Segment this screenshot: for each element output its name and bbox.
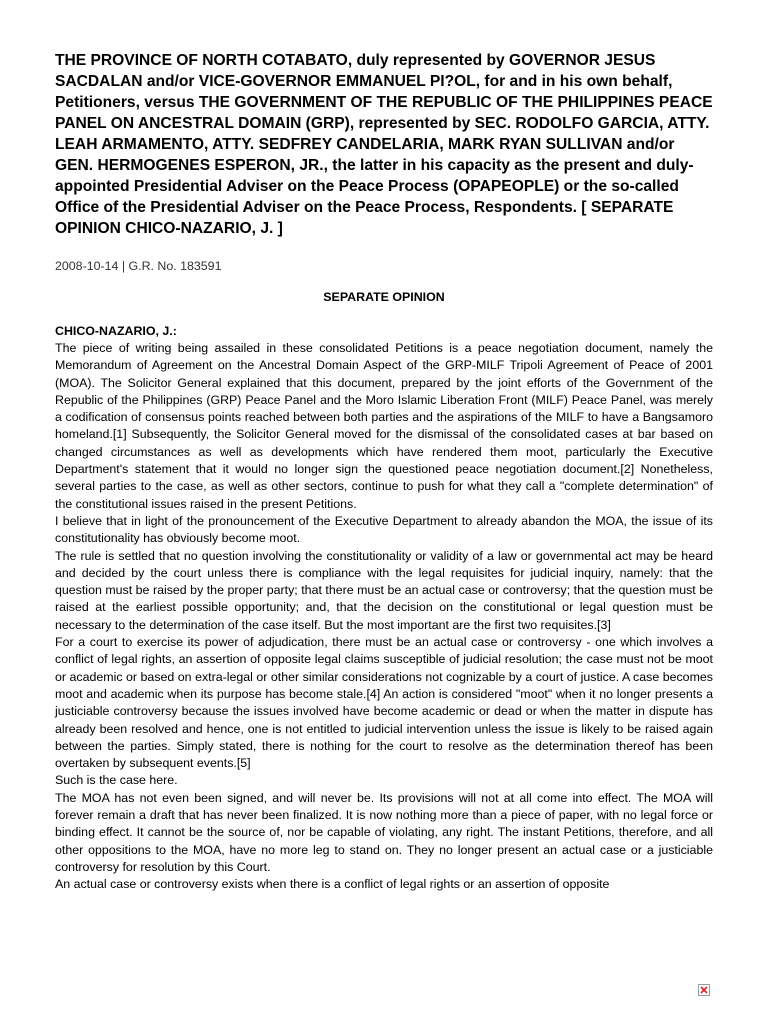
paragraph: The rule is settled that no question involving the constitutionality or validity of a law or governmental act may be heard and decided by the court unless there is compliance with the legal requisites for judicial inquiry, namely: that the question must be raised by the proper party; that there must be an actual case or controversy; that the question must be raised at the earliest possible opportunity; and, that the decision on the constitutional or legal question must be necessary to the determination of the case itself. But the most important are the first two requisites.[3] [55,548,713,632]
paragraph: The piece of writing being assailed in these consolidated Petitions is a peace negotiation document, namely the Memorandum of Agreement on the Ancestral Domain Aspect of the GRP-MILF Tripoli Agreement of Peace of 2001 (MOA). The Solicitor General explained that this document, prepared by the joint efforts of the Government of the Republic of the Philippines (GRP) Peace Panel and the Moro Islamic Liberation Front (MILF) Peace Panel, was merely a codification of consensus points reached between both parties and the aspirations of the MILF to have a Bangsamoro homeland.[1] Subsequently, the Solicitor General moved for the dismissal of the consolidated cases at bar based on changed circumstances as well as developments which have rendered them moot, particularly the Executive Department's statement that it would no longer sign the questioned peace negotiation document.[2] Nonetheless, several parties to the case, as well as other sectors, continue to push for what they call a "complete determination" of the constitutional issues raised in the present Petitions. [55,341,713,511]
document-body [55,50,713,894]
broken-image-icon[interactable] [698,984,710,996]
paragraph: I believe that in light of the pronouncement of the Executive Department to already abandon the MOA, the issue of its constitutionality has obviously become moot. [55,513,713,546]
paragraph: An actual case or controversy exists when there is a conflict of legal rights or an assertion of opposite [55,877,610,892]
case-meta: 2008-10-14 | G.R. No. 183591 [55,259,222,273]
case-title: THE PROVINCE OF NORTH COTABATO, duly represented by GOVERNOR JESUS SACDALAN and/or VICE-GOVERNOR EMMANUEL PI?OL, for and in his own behalf, Petitioners, versus THE GOVERNMENT OF THE REPUBLIC OF THE PHILIPPINES PEACE PANEL ON ANCESTRAL DOMAIN (GRP), represented by SEC. RODOLFO GARCIA, ATTY. LEAH ARMAMENTO, ATTY. SEDFREY CANDELARIA, MARK RYAN SULLIVAN and/or GEN. HERMOGENES ESPERON, JR., the latter in his capacity as the present and duly-appointed Presidential Adviser on the Peace Process (OPAPEOPLE) or the so-called Office of the Presidential Adviser on the Peace Process, Respondents. [ SEPARATE OPINION CHICO-NAZARIO, J. ] [55,52,713,237]
paragraph: Such is the case here. [55,773,178,788]
paragraph: The MOA has not even been signed, and will never be. Its provisions will not at all come into effect. The MOA will forever remain a draft that has never been finalized. It is now nothing more than a piece of paper, with no legal force or binding effect. It cannot be the source of, nor be capable of violating, any right. The instant Petitions, therefore, and all other oppositions to the MOA, have no more leg to stand on. They no longer present an actual case or a justiciable controversy for resolution by this Court. [55,790,713,874]
justice-name: CHICO-NAZARIO, J.: [55,324,177,338]
section-heading: SEPARATE OPINION [323,290,445,304]
paragraph: For a court to exercise its power of adjudication, there must be an actual case or controversy - one which involves a conflict of legal rights, an assertion of opposite legal claims susceptible of judicial resolution; the case must not be moot or academic or based on extra-legal or other similar considerations not cognizable by a court of justice. A case becomes moot and academic when its purpose has become stale.[4] An action is considered "moot" when it no longer presents a justiciable controversy because the issues involved have become academic or dead or when the matter in dispute has already been resolved and hence, one is not entitled to judicial intervention unless the issue is likely to be raised again between the parties. Simply stated, there is nothing for the court to resolve as the determination thereof has been overtaken by subsequent events.[5] [55,635,713,771]
